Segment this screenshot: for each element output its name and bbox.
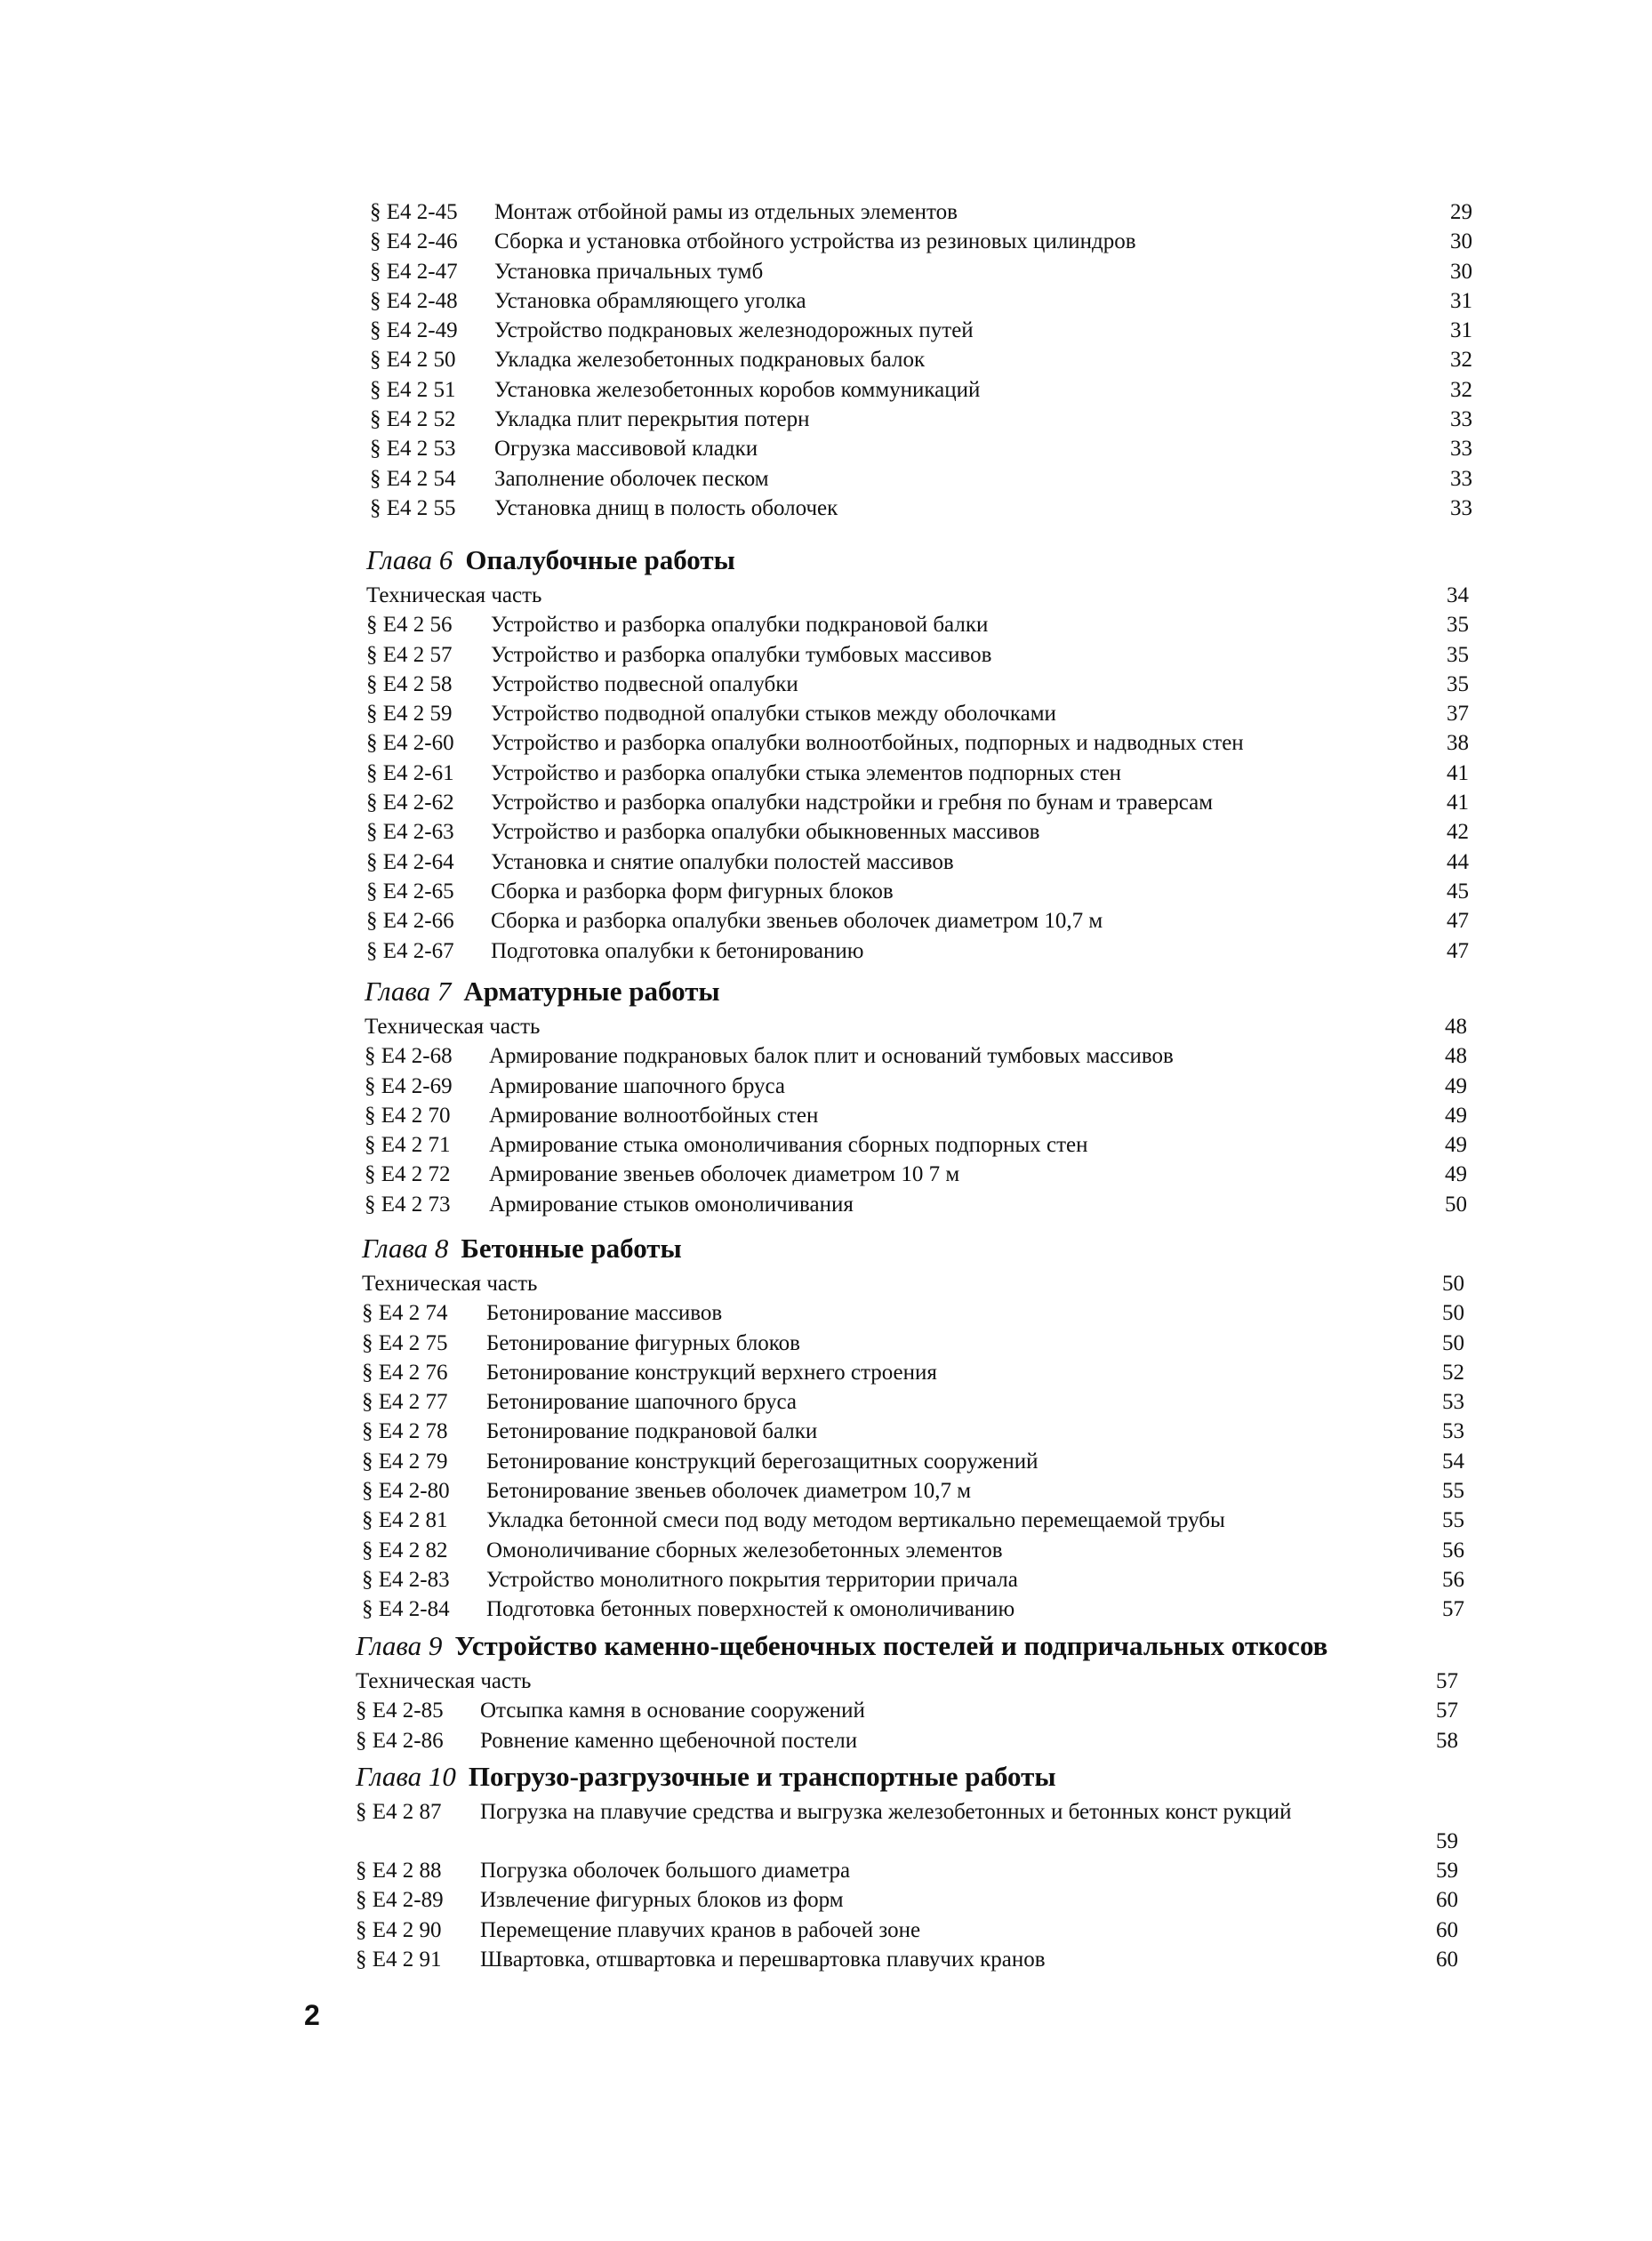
chapter-name: Погрузо-разгрузочные и транспортные работы	[468, 1761, 1056, 1792]
toc-entry	[356, 1916, 1458, 1945]
toc-entry	[356, 1696, 1458, 1725]
entry-code: § Е4 2 87	[356, 1800, 442, 1824]
entry-title: Погрузка оболочек большого диаметра	[480, 1859, 851, 1883]
entry-title: Устройство и разборка опалубки надстройки и гребня по бунам и траверсам	[491, 791, 1214, 815]
toc-entry	[365, 1101, 1467, 1130]
entry-title: Бетонирование фигурных блоков	[486, 1330, 800, 1355]
entry-title: Извлечение фигурных блоков из форм	[480, 1888, 844, 1913]
entry-page: 56	[1442, 1567, 1464, 1592]
entry-code: § Е4 2-89	[356, 1888, 444, 1913]
technical-part-label: Техническая часть	[362, 1272, 538, 1296]
entry-page: 47	[1447, 909, 1469, 934]
entry-code: § Е4 2-86	[356, 1728, 444, 1753]
entry-page: 57	[1436, 1669, 1458, 1693]
entry-code: § Е4 2 52	[370, 407, 456, 432]
toc-entry	[362, 1417, 1464, 1446]
entry-code: § Е4 2-80	[362, 1479, 450, 1504]
toc-entry	[362, 1565, 1464, 1594]
entry-code: § Е4 2-61	[366, 760, 454, 785]
entry-code: § Е4 2 59	[366, 702, 453, 727]
chapter-heading	[365, 971, 1467, 1012]
entry-title: Монтаж отбойной рамы из отдельных элементов	[494, 200, 958, 224]
toc-entry	[362, 1476, 1464, 1506]
toc-entry	[370, 286, 1472, 316]
toc-entry	[366, 847, 1469, 877]
entry-page: 38	[1447, 731, 1469, 756]
toc-entry	[362, 1447, 1464, 1476]
entry-code: § Е4 2-85	[356, 1699, 444, 1723]
toc-entry	[366, 936, 1469, 966]
toc-entry	[370, 405, 1472, 434]
toc-entry	[370, 227, 1472, 256]
toc-entry	[366, 759, 1469, 788]
technical-part-label: Техническая часть	[366, 583, 542, 607]
entry-code: § Е4 2 58	[366, 671, 453, 696]
entry-code: § Е4 2-63	[366, 820, 454, 845]
entry-page: 41	[1447, 791, 1469, 815]
entry-code: § Е4 2 54	[370, 466, 456, 491]
entry-code: § Е4 2-66	[366, 909, 454, 934]
toc-entry	[362, 1536, 1464, 1565]
entry-code: § Е4 2-48	[370, 288, 458, 313]
entry-code: § Е4 2 88	[356, 1859, 442, 1883]
entry-title: Сборка и разборка форм фигурных блоков	[491, 879, 894, 904]
entry-code: § Е4 2 79	[362, 1449, 448, 1474]
toc-entry	[362, 1358, 1464, 1387]
entry-page: 32	[1450, 348, 1472, 373]
toc-entry	[356, 1797, 1458, 1856]
entry-code: § Е4 2-62	[366, 791, 454, 815]
entry-title: Армирование волноотбойных стен	[489, 1103, 819, 1128]
entry-title: Огрузка массивовой кладки	[494, 437, 758, 462]
entry-page: 59	[1436, 1859, 1458, 1883]
chapter-label: Глава 6	[366, 544, 453, 575]
entry-code: § Е4 2 77	[362, 1390, 448, 1415]
toc-entry	[366, 877, 1469, 906]
entry-title: Укладка бетонной смеси под воду методом вертикально перемещаемой трубы	[486, 1508, 1225, 1533]
entry-page: 35	[1447, 642, 1469, 667]
entry-title: Укладка плит перекрытия потерн	[494, 407, 810, 432]
entry-page: 50	[1442, 1301, 1464, 1326]
entry-code: § Е4 2-84	[362, 1597, 450, 1622]
toc-entry	[366, 640, 1469, 670]
entry-title: Погрузка на плавучие средства и выгрузка железобетонных и бетонных конст рукций	[480, 1800, 1292, 1824]
entry-page: 57	[1442, 1597, 1464, 1622]
technical-part-label: Техническая часть	[356, 1669, 532, 1693]
toc-block-continuation	[370, 197, 1472, 523]
chapter-name: Устройство каменно-щебеночных постелей и подпричальных откосов	[454, 1630, 1328, 1661]
entry-code: § Е4 2 76	[362, 1360, 448, 1385]
entry-title: Установка причальных тумб	[494, 259, 764, 284]
entry-code: § Е4 2 81	[362, 1508, 448, 1533]
entry-title: Армирование подкрановых балок плит и оснований тумбовых массивов	[489, 1044, 1174, 1069]
entry-page: 35	[1447, 671, 1469, 696]
entry-page: 33	[1450, 407, 1472, 432]
entry-page: 47	[1447, 938, 1469, 963]
entry-page: 49	[1445, 1103, 1467, 1128]
entry-code: § Е4 2-65	[366, 879, 454, 904]
chapter-heading	[356, 1626, 1458, 1667]
entry-title: Армирование стыка омоноличивания сборных подпорных стен	[489, 1133, 1088, 1158]
entry-code: § Е4 2 75	[362, 1330, 448, 1355]
entry-code: § Е4 2 91	[356, 1947, 442, 1972]
entry-code: § Е4 2 56	[366, 613, 453, 638]
toc-entry	[362, 1594, 1464, 1624]
toc-entry	[366, 817, 1469, 847]
toc-entry	[366, 610, 1469, 639]
entry-code: § Е4 2-64	[366, 849, 454, 874]
toc-entry	[362, 1506, 1464, 1535]
entry-title: Швартовка, отшвартовка и перешвартовка плавучих кранов	[480, 1947, 1046, 1972]
entry-page: 52	[1442, 1360, 1464, 1385]
toc-entry	[356, 1856, 1458, 1885]
entry-code: § Е4 2-67	[366, 938, 454, 963]
technical-part-row	[356, 1667, 1458, 1696]
entry-title: Установка обрамляющего уголка	[494, 288, 806, 313]
entry-title: Отсыпка камня в основание сооружений	[480, 1699, 865, 1723]
entry-page: 45	[1447, 879, 1469, 904]
entry-title: Подготовка бетонных поверхностей к омоноличиванию	[486, 1597, 1015, 1622]
chapter-label: Глава 10	[356, 1761, 456, 1792]
entry-code: § Е4 2 71	[365, 1133, 451, 1158]
entry-code: § Е4 2 74	[362, 1301, 448, 1326]
chapter-name: Арматурные работы	[463, 976, 720, 1007]
entry-page: 57	[1436, 1699, 1458, 1723]
entry-page: 50	[1445, 1192, 1467, 1217]
entry-title: Устройство и разборка опалубки стыка элементов подпорных стен	[491, 760, 1121, 785]
entry-code: § Е4 2-83	[362, 1567, 450, 1592]
technical-part-row	[362, 1269, 1464, 1298]
toc-entry	[366, 788, 1469, 817]
entry-title: Бетонирование шапочного бруса	[486, 1390, 797, 1415]
entry-code: § Е4 2-45	[370, 200, 458, 224]
toc-entry	[370, 434, 1472, 463]
toc-entry	[356, 1726, 1458, 1755]
toc-entry	[365, 1190, 1467, 1219]
chapter-heading	[366, 540, 1469, 581]
entry-code: § Е4 2 73	[365, 1192, 451, 1217]
entry-title: Устройство и разборка опалубки подкрановой балки	[491, 613, 989, 638]
toc-entry	[370, 494, 1472, 523]
chapter-8	[362, 1228, 1464, 1625]
toc-entry	[356, 1945, 1458, 1974]
toc-entry	[365, 1041, 1467, 1071]
entry-page: 49	[1445, 1133, 1467, 1158]
entry-page: 48	[1445, 1015, 1467, 1039]
entry-page: 48	[1445, 1044, 1467, 1069]
entry-page: 29	[1450, 200, 1472, 224]
toc-entry	[370, 316, 1472, 345]
entry-title: Бетонирование звеньев оболочек диаметром 10,7 м	[486, 1479, 972, 1504]
entry-title: Армирование шапочного бруса	[489, 1073, 786, 1098]
entry-page: 59	[1436, 1829, 1458, 1853]
toc-entry	[370, 197, 1472, 227]
entry-title: Устройство монолитного покрытия территории причала	[486, 1567, 1018, 1592]
entry-page: 50	[1442, 1272, 1464, 1296]
toc-entry	[365, 1130, 1467, 1160]
entry-page: 42	[1447, 820, 1469, 845]
toc-entry	[362, 1387, 1464, 1417]
entry-title: Устройство и разборка опалубки волноотбойных, подпорных и надводных стен	[491, 731, 1244, 756]
entry-page: 58	[1436, 1728, 1458, 1753]
entry-page: 44	[1447, 849, 1469, 874]
technical-part-row	[366, 581, 1469, 610]
entry-code: § Е4 2-68	[365, 1044, 453, 1069]
entry-page: 37	[1447, 702, 1469, 727]
chapter-label: Глава 7	[365, 976, 452, 1007]
toc-entry	[370, 375, 1472, 405]
entry-code: § Е4 2 57	[366, 642, 453, 667]
chapter-6	[366, 540, 1469, 966]
entry-page: 33	[1450, 466, 1472, 491]
entry-code: § Е4 2 78	[362, 1419, 448, 1444]
toc-entry	[366, 670, 1469, 699]
entry-title: Заполнение оболочек песком	[494, 466, 769, 491]
toc-entry	[365, 1160, 1467, 1189]
entry-title: Ровнение каменно щебеночной постели	[480, 1728, 858, 1753]
toc-entry	[366, 699, 1469, 728]
chapter-7	[365, 971, 1467, 1219]
entry-title: Устройство и разборка опалубки тумбовых массивов	[491, 642, 992, 667]
chapter-10	[356, 1756, 1458, 1974]
chapter-heading	[362, 1228, 1464, 1269]
entry-code: § Е4 2 70	[365, 1103, 451, 1128]
entry-page: 31	[1450, 288, 1472, 313]
entry-title: Армирование звеньев оболочек диаметром 10 7 м	[489, 1162, 960, 1187]
entry-title: Установка железобетонных коробов коммуникаций	[494, 377, 981, 402]
entry-page: 53	[1442, 1390, 1464, 1415]
entry-code: § Е4 2 53	[370, 437, 456, 462]
entry-page: 55	[1442, 1508, 1464, 1533]
toc-entry	[365, 1072, 1467, 1101]
entry-page: 55	[1442, 1479, 1464, 1504]
entry-code: § Е4 2 55	[370, 495, 456, 520]
entry-title: Установка и снятие опалубки полостей массивов	[491, 849, 954, 874]
chapter-heading	[356, 1756, 1458, 1797]
chapter-name: Опалубочные работы	[465, 544, 735, 575]
toc-entry	[366, 906, 1469, 936]
toc-entry	[370, 464, 1472, 494]
entry-page: 33	[1450, 495, 1472, 520]
entry-code: § Е4 2-46	[370, 229, 458, 254]
entry-code: § Е4 2 51	[370, 377, 456, 402]
entry-code: § Е4 2 50	[370, 348, 456, 373]
technical-part-row	[365, 1012, 1467, 1041]
entry-page: 49	[1445, 1162, 1467, 1187]
toc-entry	[370, 345, 1472, 374]
entry-page: 54	[1442, 1449, 1464, 1474]
page-number: 2	[304, 1999, 320, 2031]
chapter-name: Бетонные работы	[461, 1233, 682, 1264]
entry-code: § Е4 2 72	[365, 1162, 451, 1187]
entry-title: Бетонирование подкрановой балки	[486, 1419, 818, 1444]
entry-page: 56	[1442, 1538, 1464, 1562]
entry-page: 35	[1447, 613, 1469, 638]
entry-title: Сборка и установка отбойного устройства из резиновых цилиндров	[494, 229, 1136, 254]
entry-title: Бетонирование массивов	[486, 1301, 723, 1326]
entry-title: Бетонирование конструкций верхнего строения	[486, 1360, 937, 1385]
entry-title: Армирование стыков омоноличивания	[489, 1192, 854, 1217]
toc-entry	[370, 257, 1472, 286]
entry-page: 53	[1442, 1419, 1464, 1444]
entry-title: Установка днищ в полость оболочек	[494, 495, 838, 520]
entry-title: Омоноличивание сборных железобетонных элементов	[486, 1538, 1003, 1562]
entry-title: Устройство подкрановых железнодорожных путей	[494, 318, 974, 343]
technical-part-label: Техническая часть	[365, 1015, 541, 1039]
entry-page: 34	[1447, 583, 1469, 607]
entry-title: Устройство подвесной опалубки	[491, 671, 798, 696]
entry-title: Перемещение плавучих кранов в рабочей зоне	[480, 1917, 921, 1942]
entry-code: § Е4 2 90	[356, 1917, 442, 1942]
toc-entry	[362, 1329, 1464, 1358]
chapter-9	[356, 1626, 1458, 1755]
entry-code: § Е4 2-60	[366, 731, 454, 756]
chapter-label: Глава 8	[362, 1233, 449, 1264]
entry-page: 31	[1450, 318, 1472, 343]
entry-code: § Е4 2-69	[365, 1073, 453, 1098]
entry-code: § Е4 2 82	[362, 1538, 448, 1562]
entry-title: Сборка и разборка опалубки звеньев оболочек диаметром 10,7 м	[491, 909, 1103, 934]
entry-title: Устройство подводной опалубки стыков между оболочками	[491, 702, 1056, 727]
entry-code: § Е4 2-47	[370, 259, 458, 284]
entry-title: Бетонирование конструкций берегозащитных сооружений	[486, 1449, 1039, 1474]
entry-page: 60	[1436, 1888, 1458, 1913]
entry-title: Укладка железобетонных подкрановых балок	[494, 348, 926, 373]
chapter-label: Глава 9	[356, 1630, 443, 1661]
entry-page: 60	[1436, 1947, 1458, 1972]
entry-page: 30	[1450, 259, 1472, 284]
entry-page: 41	[1447, 760, 1469, 785]
entry-page: 49	[1445, 1073, 1467, 1098]
toc-entry	[366, 728, 1469, 758]
entry-title: Подготовка опалубки к бетонированию	[491, 938, 864, 963]
toc-entry	[356, 1885, 1458, 1915]
entry-page: 50	[1442, 1330, 1464, 1355]
entry-title: Устройство и разборка опалубки обыкновенных массивов	[491, 820, 1040, 845]
entry-page: 32	[1450, 377, 1472, 402]
toc-entry	[362, 1298, 1464, 1328]
entry-code: § Е4 2-49	[370, 318, 458, 343]
entry-page: 30	[1450, 229, 1472, 254]
entry-page: 60	[1436, 1917, 1458, 1942]
entry-page: 33	[1450, 437, 1472, 462]
